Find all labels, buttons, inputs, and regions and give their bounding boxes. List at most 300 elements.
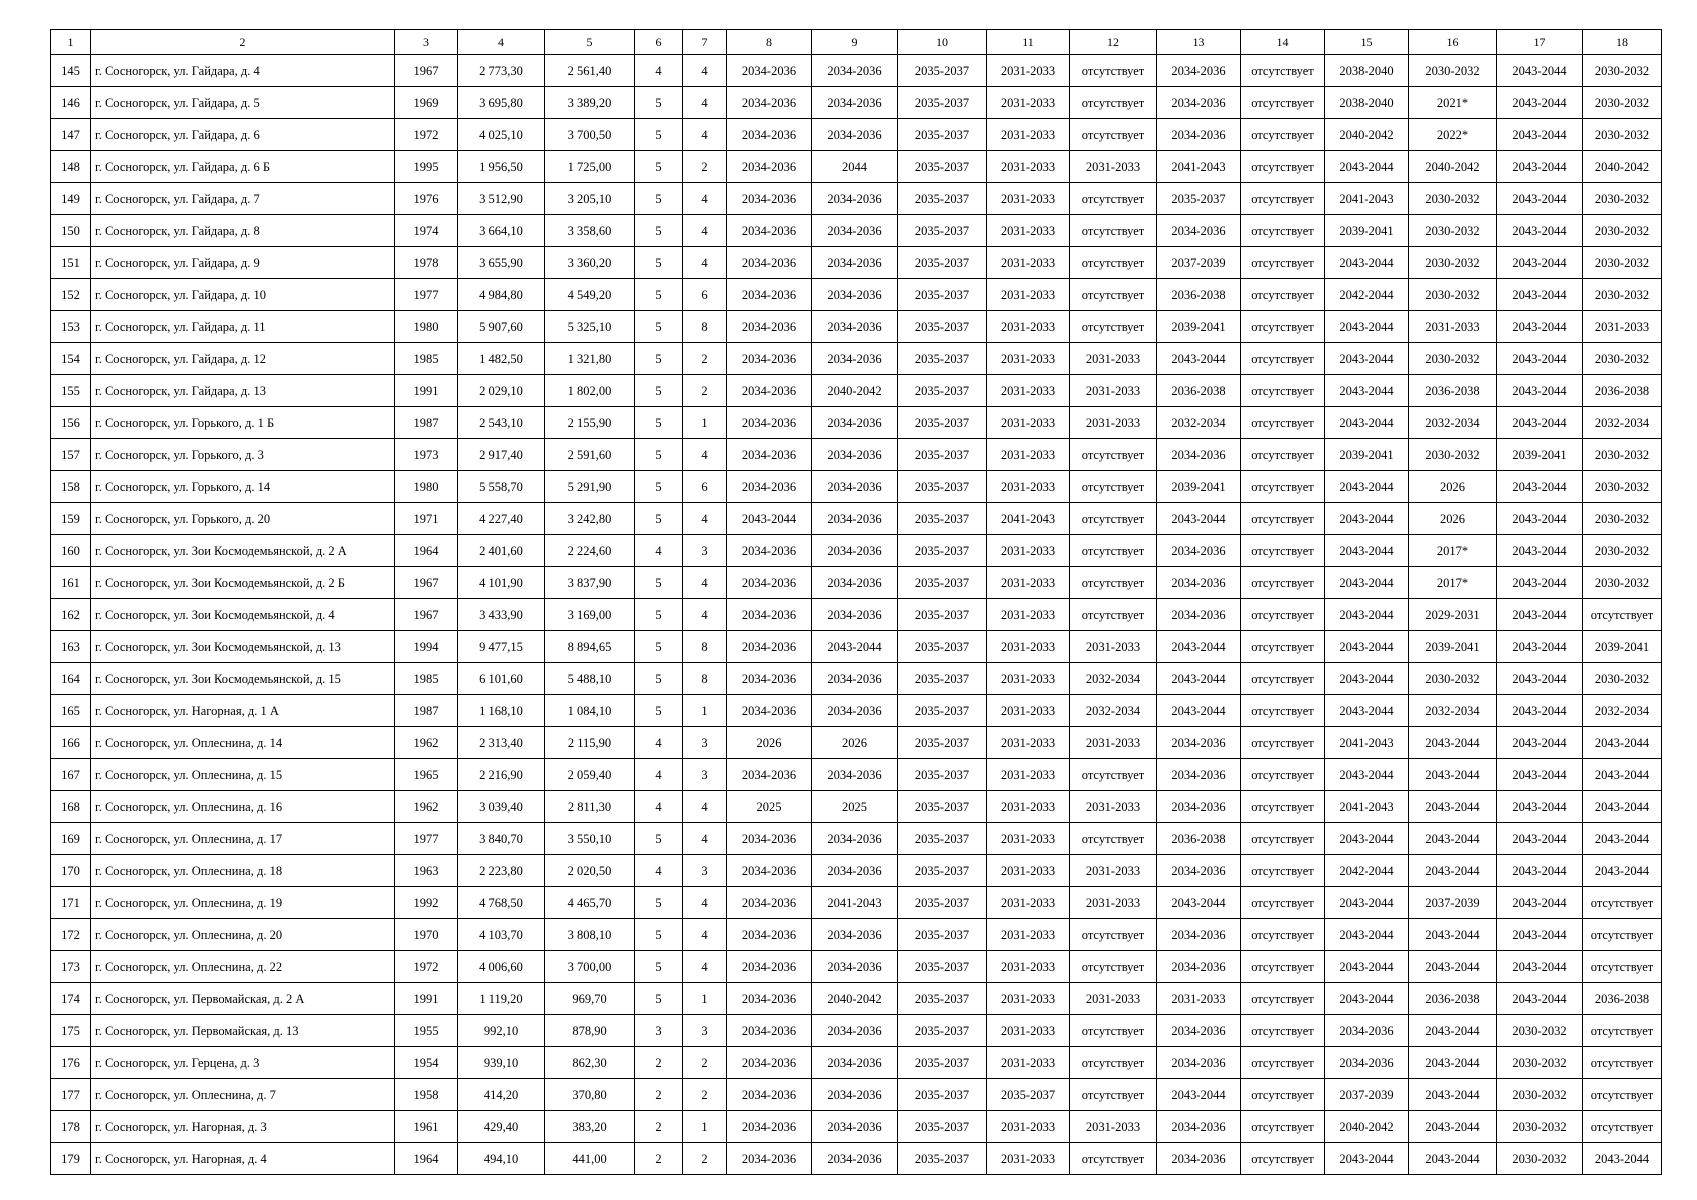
- table-cell: 3 169,00: [545, 599, 635, 631]
- table-cell: 2043-2044: [1157, 343, 1241, 375]
- table-cell: 1: [683, 695, 727, 727]
- table-cell: 2031-2033: [987, 279, 1070, 311]
- table-cell: 2034-2036: [727, 55, 812, 87]
- table-cell: 2031-2033: [987, 119, 1070, 151]
- table-cell: 2034-2036: [727, 407, 812, 439]
- table-cell: 2031-2033: [987, 1143, 1070, 1175]
- table-cell: 1991: [395, 983, 458, 1015]
- table-cell: 2035-2037: [898, 1015, 987, 1047]
- table-cell: 154: [51, 343, 91, 375]
- table-cell: 2043-2044: [1497, 471, 1583, 503]
- table-cell: 2030-2032: [1497, 1047, 1583, 1079]
- table-cell: 2043-2044: [1325, 919, 1409, 951]
- table-cell: 2035-2037: [898, 1111, 987, 1143]
- table-cell: 2035-2037: [898, 119, 987, 151]
- table-cell: 2034-2036: [812, 119, 898, 151]
- table-cell: 2036-2038: [1157, 279, 1241, 311]
- table-cell: 2031-2033: [987, 791, 1070, 823]
- table-cell: 4: [683, 439, 727, 471]
- table-cell: отсутствует: [1583, 887, 1662, 919]
- table-cell: 2035-2037: [898, 823, 987, 855]
- table-cell: 1980: [395, 471, 458, 503]
- table-cell: 8 894,65: [545, 631, 635, 663]
- table-cell: 150: [51, 215, 91, 247]
- address-cell: г. Сосногорск, ул. Зои Космодемьянской, д. 2 Б: [91, 567, 395, 599]
- column-number-10: 10: [898, 30, 987, 55]
- table-cell: 2032-2034: [1583, 407, 1662, 439]
- table-cell: 2043-2044: [1497, 119, 1583, 151]
- table-cell: 2034-2036: [727, 119, 812, 151]
- table-cell: 2038-2040: [1325, 87, 1409, 119]
- table-cell: 4: [683, 87, 727, 119]
- table-cell: 2034-2036: [1157, 727, 1241, 759]
- table-cell: 1991: [395, 375, 458, 407]
- table-cell: отсутствует: [1241, 407, 1325, 439]
- table-cell: 2034-2036: [1157, 215, 1241, 247]
- table-cell: 5: [635, 215, 683, 247]
- table-cell: отсутствует: [1241, 1111, 1325, 1143]
- table-cell: 2034-2036: [812, 599, 898, 631]
- table-cell: отсутствует: [1583, 951, 1662, 983]
- table-row: [51, 631, 1662, 663]
- table-cell: 2031-2033: [1070, 855, 1157, 887]
- table-cell: отсутствует: [1241, 599, 1325, 631]
- table-cell: 2035-2037: [898, 535, 987, 567]
- table-cell: 2: [635, 1047, 683, 1079]
- table-cell: 162: [51, 599, 91, 631]
- table-row: [51, 119, 1662, 151]
- table-cell: отсутствует: [1070, 439, 1157, 471]
- table-cell: 4: [635, 759, 683, 791]
- table-cell: 2034-2036: [812, 503, 898, 535]
- table-cell: 2043-2044: [1497, 375, 1583, 407]
- table-cell: 2043-2044: [1497, 599, 1583, 631]
- table-cell: 2041-2043: [1325, 727, 1409, 759]
- table-row: [51, 183, 1662, 215]
- table-cell: 2021*: [1409, 87, 1497, 119]
- table-cell: 1967: [395, 567, 458, 599]
- table-cell: 2036-2038: [1157, 823, 1241, 855]
- table-cell: 1: [683, 1111, 727, 1143]
- table-cell: отсутствует: [1070, 951, 1157, 983]
- table-cell: 149: [51, 183, 91, 215]
- table-cell: 2043-2044: [1409, 823, 1497, 855]
- table-cell: 2 811,30: [545, 791, 635, 823]
- table-cell: 2034-2036: [812, 695, 898, 727]
- table-cell: 2043-2044: [1157, 631, 1241, 663]
- table-cell: 2031-2033: [1070, 151, 1157, 183]
- table-cell: 2 223,80: [458, 855, 545, 887]
- table-row: [51, 951, 1662, 983]
- table-cell: 2036-2038: [1409, 375, 1497, 407]
- table-cell: 3 512,90: [458, 183, 545, 215]
- table-cell: 2036-2038: [1409, 983, 1497, 1015]
- address-cell: г. Сосногорск, ул. Гайдара, д. 13: [91, 375, 395, 407]
- table-cell: 2030-2032: [1409, 279, 1497, 311]
- table-cell: 2034-2036: [1157, 87, 1241, 119]
- table-cell: 2031-2033: [987, 151, 1070, 183]
- table-row: [51, 247, 1662, 279]
- table-cell: 4 103,70: [458, 919, 545, 951]
- table-cell: отсутствует: [1583, 599, 1662, 631]
- table-cell: 5: [635, 631, 683, 663]
- table-cell: отсутствует: [1070, 567, 1157, 599]
- table-cell: 165: [51, 695, 91, 727]
- table-cell: 1995: [395, 151, 458, 183]
- table-cell: 2034-2036: [812, 535, 898, 567]
- table-cell: 2030-2032: [1409, 663, 1497, 695]
- table-cell: 2030-2032: [1409, 247, 1497, 279]
- table-cell: 1972: [395, 951, 458, 983]
- table-cell: 2043-2044: [1325, 151, 1409, 183]
- table-cell: 2031-2033: [987, 183, 1070, 215]
- table-cell: 2035-2037: [898, 183, 987, 215]
- table-cell: 2032-2034: [1409, 407, 1497, 439]
- table-row: [51, 695, 1662, 727]
- table-cell: 2034-2036: [727, 887, 812, 919]
- table-cell: 2031-2033: [987, 471, 1070, 503]
- table-cell: 2034-2036: [812, 823, 898, 855]
- table-cell: 1 321,80: [545, 343, 635, 375]
- table-cell: 5: [635, 183, 683, 215]
- table-cell: 429,40: [458, 1111, 545, 1143]
- table-cell: 2043-2044: [1583, 727, 1662, 759]
- table-cell: 2031-2033: [987, 631, 1070, 663]
- table-cell: 2042-2044: [1325, 279, 1409, 311]
- table-cell: отсутствует: [1070, 183, 1157, 215]
- table-cell: 2043-2044: [812, 631, 898, 663]
- table-cell: 2043-2044: [727, 503, 812, 535]
- table-cell: 2034-2036: [727, 151, 812, 183]
- table-cell: 1 725,00: [545, 151, 635, 183]
- table-cell: отсутствует: [1241, 631, 1325, 663]
- table-cell: 2031-2033: [987, 855, 1070, 887]
- table-cell: 4: [683, 919, 727, 951]
- table-cell: 2031-2033: [987, 759, 1070, 791]
- table-cell: 1 802,00: [545, 375, 635, 407]
- address-cell: г. Сосногорск, ул. Горького, д. 1 Б: [91, 407, 395, 439]
- table-cell: 1978: [395, 247, 458, 279]
- table-cell: 3: [683, 855, 727, 887]
- table-cell: 5: [635, 471, 683, 503]
- table-cell: 173: [51, 951, 91, 983]
- table-cell: 370,80: [545, 1079, 635, 1111]
- table-row: [51, 1079, 1662, 1111]
- table-cell: 2043-2044: [1497, 823, 1583, 855]
- table-cell: 148: [51, 151, 91, 183]
- table-cell: 2043-2044: [1325, 823, 1409, 855]
- table-cell: 4: [683, 599, 727, 631]
- table-cell: 2043-2044: [1157, 887, 1241, 919]
- table-cell: 2034-2036: [727, 247, 812, 279]
- table-cell: 969,70: [545, 983, 635, 1015]
- column-number-12: 12: [1070, 30, 1157, 55]
- table-cell: 3 433,90: [458, 599, 545, 631]
- table-cell: 3 360,20: [545, 247, 635, 279]
- table-cell: 2037-2039: [1325, 1079, 1409, 1111]
- table-cell: 2030-2032: [1409, 343, 1497, 375]
- table-cell: 2026: [1409, 503, 1497, 535]
- table-cell: 2043-2044: [1325, 631, 1409, 663]
- table-cell: 2034-2036: [812, 343, 898, 375]
- table-cell: отсутствует: [1070, 535, 1157, 567]
- table-cell: 2034-2036: [727, 1079, 812, 1111]
- table-cell: 2043-2044: [1583, 791, 1662, 823]
- table-cell: отсутствует: [1241, 1143, 1325, 1175]
- table-cell: 2034-2036: [727, 375, 812, 407]
- table-cell: 2043-2044: [1497, 919, 1583, 951]
- table-cell: 2043-2044: [1497, 631, 1583, 663]
- table-cell: 2017*: [1409, 567, 1497, 599]
- table-cell: 2040-2042: [812, 983, 898, 1015]
- table-cell: 5 907,60: [458, 311, 545, 343]
- table-cell: 4: [683, 503, 727, 535]
- table-cell: 2: [635, 1079, 683, 1111]
- table-cell: 2035-2037: [898, 247, 987, 279]
- table-cell: отсутствует: [1241, 823, 1325, 855]
- table-cell: 2031-2033: [987, 87, 1070, 119]
- table-cell: 2029-2031: [1409, 599, 1497, 631]
- table-cell: 2035-2037: [898, 439, 987, 471]
- table-cell: 1972: [395, 119, 458, 151]
- column-number-3: 3: [395, 30, 458, 55]
- table-cell: 2031-2033: [987, 951, 1070, 983]
- table-cell: отсутствует: [1241, 279, 1325, 311]
- table-cell: 2034-2036: [727, 599, 812, 631]
- table-cell: 2043-2044: [1325, 535, 1409, 567]
- table-cell: 2043-2044: [1409, 1111, 1497, 1143]
- table-cell: 1962: [395, 727, 458, 759]
- table-cell: отсутствует: [1241, 55, 1325, 87]
- table-cell: 2034-2036: [1157, 535, 1241, 567]
- table-cell: 2035-2037: [898, 759, 987, 791]
- table-cell: 383,20: [545, 1111, 635, 1143]
- table-cell: отсутствует: [1070, 279, 1157, 311]
- table-cell: 2031-2033: [987, 1047, 1070, 1079]
- table-cell: 2034-2036: [812, 215, 898, 247]
- address-cell: г. Сосногорск, ул. Нагорная, д. 4: [91, 1143, 395, 1175]
- table-cell: 2034-2036: [812, 1143, 898, 1175]
- table-cell: 1961: [395, 1111, 458, 1143]
- table-cell: 2030-2032: [1583, 471, 1662, 503]
- table-cell: 172: [51, 919, 91, 951]
- table-cell: 163: [51, 631, 91, 663]
- address-cell: г. Сосногорск, ул. Герцена, д. 3: [91, 1047, 395, 1079]
- table-cell: 2034-2036: [727, 471, 812, 503]
- table-row: [51, 279, 1662, 311]
- table-cell: 2034-2036: [727, 343, 812, 375]
- address-cell: г. Сосногорск, ул. Оплеснина, д. 22: [91, 951, 395, 983]
- table-cell: 1 956,50: [458, 151, 545, 183]
- table-cell: 2030-2032: [1583, 567, 1662, 599]
- table-cell: 1962: [395, 791, 458, 823]
- address-cell: г. Сосногорск, ул. Оплеснина, д. 20: [91, 919, 395, 951]
- table-cell: 2034-2036: [1325, 1047, 1409, 1079]
- table-cell: 2036-2038: [1157, 375, 1241, 407]
- address-cell: г. Сосногорск, ул. Оплеснина, д. 7: [91, 1079, 395, 1111]
- table-cell: 2032-2034: [1409, 695, 1497, 727]
- table-cell: 2034-2036: [1157, 919, 1241, 951]
- table-cell: 2030-2032: [1583, 247, 1662, 279]
- table-cell: 2034-2036: [727, 1143, 812, 1175]
- table-cell: 2037-2039: [1409, 887, 1497, 919]
- table-cell: 2038-2040: [1325, 55, 1409, 87]
- table-cell: 4: [683, 791, 727, 823]
- table-row: [51, 87, 1662, 119]
- table-cell: 2031-2033: [1070, 407, 1157, 439]
- table-cell: 2034-2036: [727, 567, 812, 599]
- table-cell: 2031-2033: [987, 663, 1070, 695]
- table-row: [51, 663, 1662, 695]
- table-cell: 5: [635, 247, 683, 279]
- table-cell: 2036-2038: [1583, 983, 1662, 1015]
- table-cell: 5 325,10: [545, 311, 635, 343]
- table-cell: 4: [635, 55, 683, 87]
- table-row: [51, 215, 1662, 247]
- table-row: [51, 983, 1662, 1015]
- table-row: [51, 1047, 1662, 1079]
- table-cell: 2: [635, 1143, 683, 1175]
- table-cell: 2034-2036: [812, 55, 898, 87]
- table-cell: отсутствует: [1070, 599, 1157, 631]
- table-cell: 2034-2036: [727, 183, 812, 215]
- table-cell: 151: [51, 247, 91, 279]
- table-cell: 2043-2044: [1497, 727, 1583, 759]
- table-cell: 2031-2033: [1070, 983, 1157, 1015]
- table-cell: 2044: [812, 151, 898, 183]
- table-cell: 441,00: [545, 1143, 635, 1175]
- table-cell: 2043-2044: [1497, 951, 1583, 983]
- table-cell: 2030-2032: [1497, 1111, 1583, 1143]
- table-cell: 4: [635, 791, 683, 823]
- table-cell: 1967: [395, 55, 458, 87]
- table-cell: 2034-2036: [1157, 791, 1241, 823]
- table-cell: 1: [683, 407, 727, 439]
- table-cell: 4 006,60: [458, 951, 545, 983]
- table-cell: 2: [683, 1079, 727, 1111]
- table-cell: 2035-2037: [898, 1047, 987, 1079]
- table-cell: отсутствует: [1241, 503, 1325, 535]
- column-number-8: 8: [727, 30, 812, 55]
- table-cell: 2 115,90: [545, 727, 635, 759]
- table-cell: 2034-2036: [812, 567, 898, 599]
- table-cell: 2041-2043: [1157, 151, 1241, 183]
- table-cell: отсутствует: [1583, 919, 1662, 951]
- table-cell: 2043-2044: [1497, 151, 1583, 183]
- table-cell: 2034-2036: [727, 1111, 812, 1143]
- table-cell: 171: [51, 887, 91, 919]
- table-cell: 2031-2033: [1070, 343, 1157, 375]
- column-number-7: 7: [683, 30, 727, 55]
- table-cell: 2035-2037: [898, 471, 987, 503]
- table-cell: 2034-2036: [812, 87, 898, 119]
- table-cell: 2043-2044: [1497, 215, 1583, 247]
- table-cell: 1977: [395, 823, 458, 855]
- table-cell: 2043-2044: [1497, 855, 1583, 887]
- table-cell: 4 227,40: [458, 503, 545, 535]
- table-row: [51, 919, 1662, 951]
- table-cell: отсутствует: [1070, 119, 1157, 151]
- table-cell: 2034-2036: [812, 471, 898, 503]
- address-cell: г. Сосногорск, ул. Оплеснина, д. 18: [91, 855, 395, 887]
- table-cell: 2034-2036: [812, 183, 898, 215]
- table-cell: 2043-2044: [1409, 791, 1497, 823]
- table-cell: 2034-2036: [812, 663, 898, 695]
- table-cell: 2039-2041: [1157, 311, 1241, 343]
- table-cell: 2043-2044: [1325, 375, 1409, 407]
- table-row: [51, 343, 1662, 375]
- table-cell: отсутствует: [1070, 1047, 1157, 1079]
- table-cell: 2035-2037: [898, 215, 987, 247]
- table-cell: отсутствует: [1241, 695, 1325, 727]
- table-row: [51, 1143, 1662, 1175]
- table-cell: 1964: [395, 1143, 458, 1175]
- table-cell: 2034-2036: [1157, 439, 1241, 471]
- table-cell: 167: [51, 759, 91, 791]
- table-cell: отсутствует: [1070, 471, 1157, 503]
- table-cell: 156: [51, 407, 91, 439]
- table-row: [51, 1111, 1662, 1143]
- table-cell: 3 700,50: [545, 119, 635, 151]
- address-cell: г. Сосногорск, ул. Нагорная, д. 1 А: [91, 695, 395, 727]
- table-cell: 2043-2044: [1583, 823, 1662, 855]
- table-cell: 2034-2036: [812, 247, 898, 279]
- column-number-13: 13: [1157, 30, 1241, 55]
- table-cell: 2035-2037: [898, 983, 987, 1015]
- table-cell: отсутствует: [1583, 1047, 1662, 1079]
- table-cell: 2031-2033: [1583, 311, 1662, 343]
- table-cell: 2031-2033: [987, 55, 1070, 87]
- table-cell: 1964: [395, 535, 458, 567]
- table-row: [51, 439, 1662, 471]
- table-cell: 3: [683, 1015, 727, 1047]
- table-cell: 2035-2037: [898, 375, 987, 407]
- table-cell: 1 119,20: [458, 983, 545, 1015]
- table-cell: отсутствует: [1241, 183, 1325, 215]
- table-cell: 2035-2037: [898, 567, 987, 599]
- table-cell: 2034-2036: [727, 855, 812, 887]
- table-row: [51, 535, 1662, 567]
- table-cell: 4 549,20: [545, 279, 635, 311]
- table-cell: 2034-2036: [812, 1111, 898, 1143]
- table-cell: 2026: [727, 727, 812, 759]
- table-cell: 2034-2036: [812, 919, 898, 951]
- table-cell: 2035-2037: [898, 695, 987, 727]
- table-row: [51, 55, 1662, 87]
- table-cell: 158: [51, 471, 91, 503]
- table-cell: 2034-2036: [1157, 759, 1241, 791]
- table-cell: 2034-2036: [1157, 855, 1241, 887]
- table-cell: 1967: [395, 599, 458, 631]
- table-cell: 2034-2036: [727, 951, 812, 983]
- column-number-16: 16: [1409, 30, 1497, 55]
- table-cell: 1958: [395, 1079, 458, 1111]
- table-cell: 2034-2036: [812, 1079, 898, 1111]
- table-cell: 2043-2044: [1583, 759, 1662, 791]
- table-cell: 5: [635, 599, 683, 631]
- table-cell: отсутствует: [1241, 535, 1325, 567]
- table-cell: 1 168,10: [458, 695, 545, 727]
- table-cell: 1992: [395, 887, 458, 919]
- table-row: [51, 823, 1662, 855]
- table-cell: 2031-2033: [1070, 887, 1157, 919]
- table-cell: 2030-2032: [1583, 503, 1662, 535]
- table-cell: 2031-2033: [1157, 983, 1241, 1015]
- table-cell: 2043-2044: [1325, 343, 1409, 375]
- table-cell: 2039-2041: [1583, 631, 1662, 663]
- address-cell: г. Сосногорск, ул. Гайдара, д. 7: [91, 183, 395, 215]
- table-cell: 2035-2037: [898, 407, 987, 439]
